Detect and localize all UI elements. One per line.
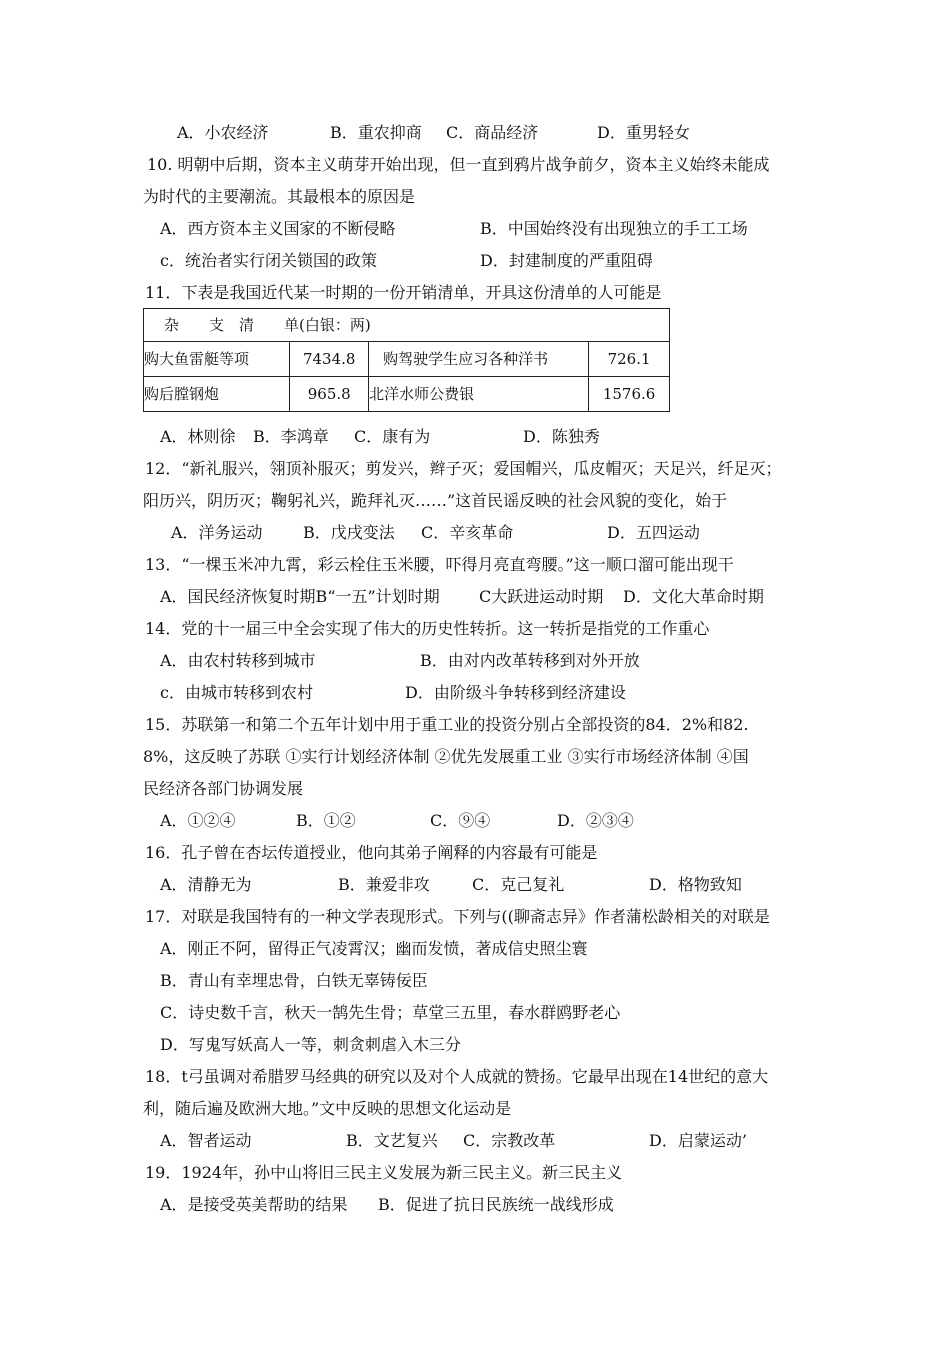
q15-option-b: B．①② <box>296 811 356 830</box>
q14-option-d: D．由阶级斗争转移到经济建设 <box>405 683 626 702</box>
table-cell: 7434.8 <box>290 342 369 377</box>
table-cell: 购大鱼雷艇等项 <box>144 342 290 377</box>
q14-option-a: A．由农村转移到城市 <box>160 651 316 670</box>
q11-option-d: D．陈独秀 <box>523 427 600 446</box>
q16-option-b: B．兼爱非攻 <box>338 875 430 894</box>
q12-option-d: D．五四运动 <box>607 523 700 542</box>
expense-table <box>143 308 670 412</box>
q17-option-d: D．写鬼写妖高人一等，刺贪刺虐入木三分 <box>160 1035 461 1054</box>
q10-stem-line-2: 为时代的主要潮流。其最根本的原因是 <box>143 187 416 206</box>
q15-option-a: A．①②④ <box>160 811 236 830</box>
q12-option-c: C．辛亥革命 <box>421 523 514 542</box>
expense-table-title: 杂 支 清 单(白银：两) <box>144 309 670 342</box>
q12-option-a: A．洋务运动 <box>171 523 263 542</box>
table-row <box>144 377 670 412</box>
q11-option-a: A．林则徐 <box>160 427 236 446</box>
table-cell: 726.1 <box>589 342 670 377</box>
q17-stem: 17．对联是我国特有的一种文学表现形式。下列与((聊斋志异》作者蒲松龄相关的对联是 <box>145 907 770 926</box>
q19-option-a: A．是接受英美帮助的结果 <box>160 1195 348 1214</box>
q9-option-a: A．小农经济 <box>177 123 269 142</box>
q18-option-d: D．启蒙运动’ <box>649 1131 747 1150</box>
table-cell: 购后膛钢炮 <box>144 377 290 412</box>
q13-option-c: C大跃进运动时期 <box>479 587 604 606</box>
table-row <box>144 342 670 377</box>
table-cell: 1576.6 <box>589 377 670 412</box>
q16-option-a: A．清静无为 <box>160 875 252 894</box>
q13-option-ab: A．国民经济恢复时期B“一五”计划时期 <box>160 587 440 606</box>
q19-option-b: B．促进了抗日民族统一战线形成 <box>378 1195 614 1214</box>
q15-stem-line-1: 15．苏联第一和第二个五年计划中用于重工业的投资分别占全部投资的84．2%和82. <box>145 715 749 734</box>
expense-table-title-row <box>144 309 670 342</box>
table-cell: 北洋水师公费银 <box>369 377 589 412</box>
q15-stem-line-2: 8%，这反映了苏联 ①实行计划经济体制 ②优先发展重工业 ③实行市场经济体制 ④国 <box>143 747 749 766</box>
q12-stem-line-2: 阳历兴，阴历灭；鞠躬礼兴，跪拜礼灭……”这首民谣反映的社会风貌的变化，始于 <box>143 491 728 510</box>
q14-option-c: c．由城市转移到农村 <box>160 683 313 702</box>
q18-option-b: B．文艺复兴 <box>346 1131 438 1150</box>
q11-option-b: B．李鸿章 <box>253 427 329 446</box>
q18-option-a: A．智者运动 <box>160 1131 252 1150</box>
q14-option-b: B．由对内改革转移到对外开放 <box>420 651 640 670</box>
q15-stem-line-3: 民经济各部门协调发展 <box>143 779 304 798</box>
q16-option-c: C．克己复礼 <box>472 875 565 894</box>
q13-stem: 13．“一棵玉米冲九霄，彩云栓住玉米腰，吓得月亮直弯腰。”这一顺口溜可能出现干 <box>145 555 734 574</box>
q12-option-b: B．戊戌变法 <box>303 523 395 542</box>
q17-option-a: A．刚正不阿，留得正气凌霄汉；幽而发愤，著成信史照尘寰 <box>160 939 588 958</box>
q9-option-c: C．商品经济 <box>446 123 539 142</box>
q15-option-d: D．②③④ <box>557 811 634 830</box>
table-cell: 965.8 <box>290 377 369 412</box>
q10-option-b: B．中国始终没有出现独立的手工工场 <box>480 219 748 238</box>
q9-option-b: B．重农抑商 <box>330 123 422 142</box>
q9-option-d: D．重男轻女 <box>597 123 690 142</box>
q12-stem-line-1: 12．“新礼服兴，翎顶补服灭；剪发兴，辫子灭；爱国帽兴，瓜皮帽灭；天足兴，纤足灭； <box>145 459 782 478</box>
q10-option-c: c．统治者实行闭关锁国的政策 <box>160 251 377 270</box>
q13-option-d: D．文化大革命时期 <box>623 587 764 606</box>
q17-option-c: C．诗史数千言，秋天一鹄先生骨；草堂三五里，春水群鸥野老心 <box>160 1003 621 1022</box>
q14-stem: 14．党的十一届三中全会实现了伟大的历史性转折。这一转折是指党的工作重心 <box>145 619 710 638</box>
q10-option-a: A．西方资本主义国家的不断侵略 <box>160 219 396 238</box>
q16-option-d: D．格物致知 <box>649 875 742 894</box>
q10-option-d: D．封建制度的严重阻碍 <box>480 251 653 270</box>
q15-option-c: C．⑨④ <box>430 811 491 830</box>
q18-stem-line-2: 利，随后遍及欧洲大地。”文中反映的思想文化运动是 <box>143 1099 512 1118</box>
q11-stem: 11．下表是我国近代某一时期的一份开销清单，开具这份清单的人可能是 <box>145 283 662 302</box>
q18-stem-line-1: 18．t弓虽调对希腊罗马经典的研究以及对个人成就的赞扬。它最早出现在14世纪的意大 <box>145 1067 769 1086</box>
q17-option-b: B．青山有幸埋忠骨，白铁无辜铸佞臣 <box>160 971 428 990</box>
q11-option-c: C．康有为 <box>354 427 431 446</box>
q10-stem-line-1: 10. 明朝中后期，资本主义萌芽开始出现，但一直到鸦片战争前夕，资本主义始终未能成 <box>147 155 770 174</box>
q19-stem: 19．1924年，孙中山将旧三民主义发展为新三民主义。新三民主义 <box>145 1163 623 1182</box>
q18-option-c: C．宗教改革 <box>463 1131 556 1150</box>
q16-stem: 16．孔子曾在杏坛传道授业，他向其弟子阐释的内容最有可能是 <box>145 843 598 862</box>
table-cell: 购驾驶学生应习各种洋书 <box>369 342 589 377</box>
